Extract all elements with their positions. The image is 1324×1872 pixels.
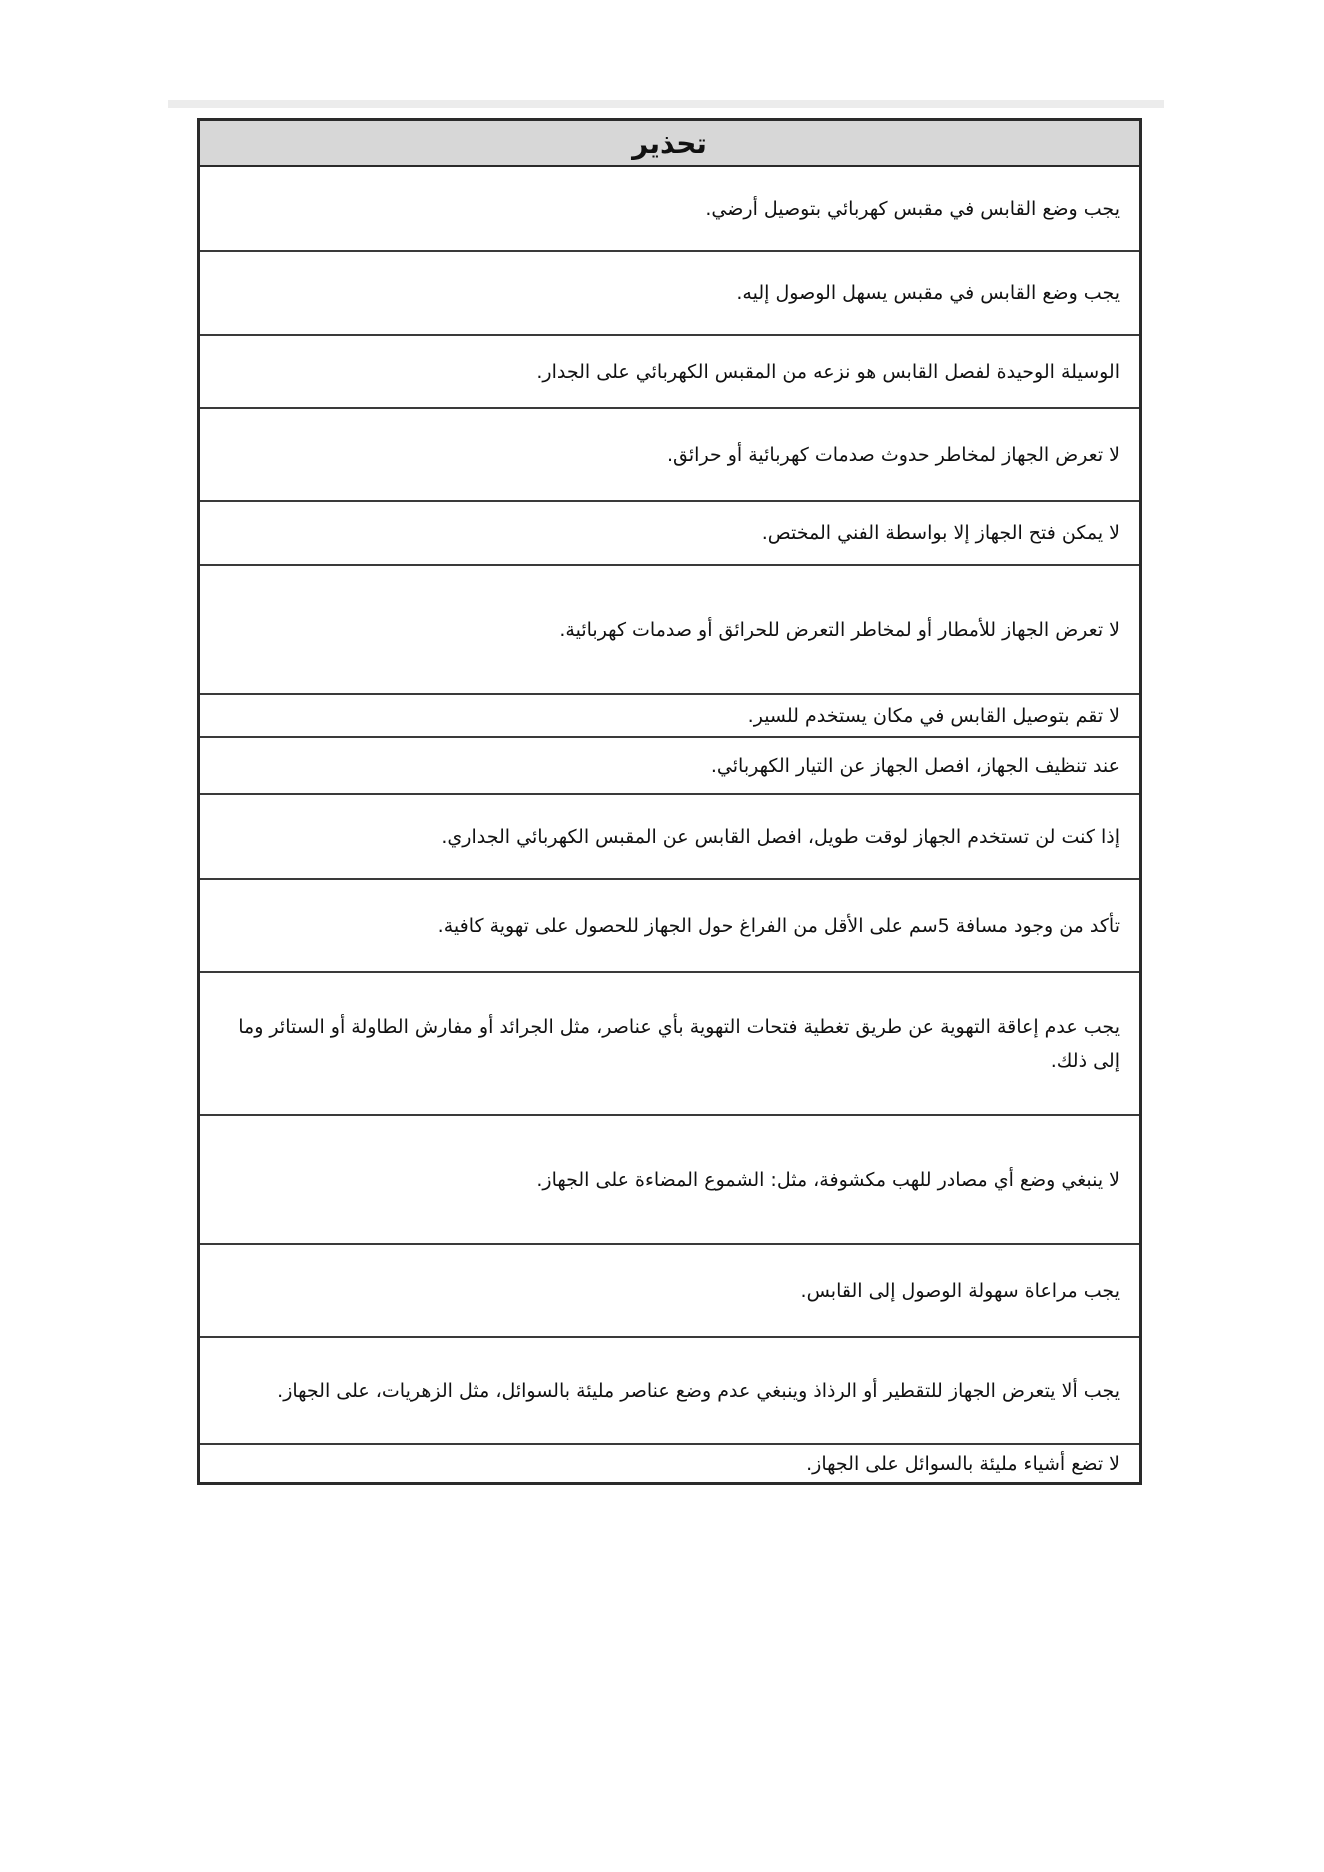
table-row bbox=[200, 1445, 1139, 1482]
row-text: يجب ألا يتعرض الجهاز للتقطير أو الرذاذ وينبغي عدم وضع عناصر مليئة بالسوائل، مثل الزهريات، على الجهاز. bbox=[277, 1379, 1120, 1402]
table-row bbox=[200, 973, 1139, 1116]
row-text: إذا كنت لن تستخدم الجهاز لوقت طويل، افصل القابس عن المقبس الكهربائي الجداري. bbox=[441, 825, 1120, 848]
table-row bbox=[200, 1245, 1139, 1338]
warning-table bbox=[197, 118, 1142, 1485]
row-text: الوسيلة الوحيدة لفصل القابس هو نزعه من المقبس الكهربائي على الجدار. bbox=[536, 360, 1120, 383]
table-row bbox=[200, 795, 1139, 880]
table-row bbox=[200, 566, 1139, 695]
row-text: تأكد من وجود مسافة 5سم على الأقل من الفراغ حول الجهاز للحصول على تهوية كافية. bbox=[437, 914, 1120, 937]
row-text: يجب وضع القابس في مقبس يسهل الوصول إليه. bbox=[736, 282, 1120, 304]
row-text: يجب مراعاة سهولة الوصول إلى القابس. bbox=[800, 1279, 1120, 1302]
table-row bbox=[200, 409, 1139, 502]
row-text: عند تنظيف الجهاز، افصل الجهاز عن التيار الكهربائي. bbox=[710, 754, 1120, 777]
table-row bbox=[200, 252, 1139, 336]
table-row bbox=[200, 1116, 1139, 1245]
table-row bbox=[200, 336, 1139, 409]
row-text: لا تعرض الجهاز للأمطار أو لمخاطر التعرض للحرائق أو صدمات كهربائية. bbox=[559, 618, 1120, 641]
table-row bbox=[200, 1338, 1139, 1445]
table-row bbox=[200, 695, 1139, 738]
table-row bbox=[200, 502, 1139, 566]
row-text: يجب عدم إعاقة التهوية عن طريق تغطية فتحات التهوية بأي عناصر، مثل الجرائد أو مفارش الطاولة أو الستائر وما إلى ذلك. bbox=[238, 1015, 1120, 1072]
warning-title: تحذير bbox=[200, 121, 1139, 167]
row-text: يجب وضع القابس في مقبس كهربائي بتوصيل أرضي. bbox=[705, 197, 1120, 220]
row-text: لا تضع أشياء مليئة بالسوائل على الجهاز. bbox=[806, 1452, 1120, 1475]
row-text: لا تعرض الجهاز لمخاطر حدوث صدمات كهربائية أو حرائق. bbox=[667, 443, 1120, 466]
table-row bbox=[200, 880, 1139, 973]
table-row bbox=[200, 738, 1139, 795]
row-text: لا تقم بتوصيل القابس في مكان يستخدم للسير. bbox=[747, 704, 1120, 727]
table-row bbox=[200, 167, 1139, 252]
page-top-rule bbox=[168, 100, 1164, 108]
row-text: لا ينبغي وضع أي مصادر للهب مكشوفة، مثل: الشموع المضاءة على الجهاز. bbox=[536, 1168, 1120, 1191]
row-text: لا يمكن فتح الجهاز إلا بواسطة الفني المختص. bbox=[761, 522, 1120, 544]
